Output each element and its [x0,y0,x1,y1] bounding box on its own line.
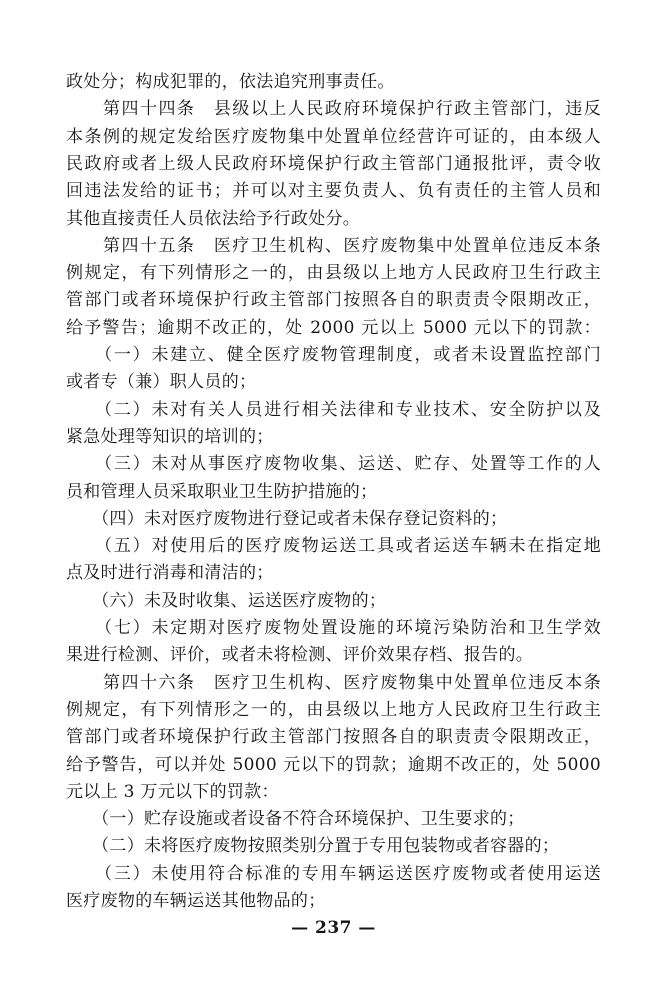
text-line: 第四十五条 医疗卫生机构、医疗废物集中处置单位违反本条 [66,235,601,256]
text-line: 点及时进行消毒和清洁的； [66,563,274,584]
text-line: 民政府或者上级人民政府环境保护行政主管部门通报批评，责令收 [66,153,601,174]
text-line: 管部门或者环境保护行政主管部门按照各自的职责责令限期改正， [66,727,601,748]
text-line: 回违法发给的证书；并可以对主要负责人、负有责任的主管人员和 [66,181,601,202]
text-line: 紧急处理等知识的培训的； [66,426,274,447]
text-line: 例规定，有下列情形之一的，由县级以上地方人民政府卫生行政主 [66,699,601,720]
text-line: （四）未对医疗废物进行登记或者未保存登记资料的； [66,508,508,529]
text-line: （一）未建立、健全医疗废物管理制度，或者未设置监控部门 [66,345,601,365]
text-line: （一）贮存设施或者设备不符合环境保护、卫生要求的； [66,809,525,830]
text-line: （六）未及时收集、运送医疗废物的； [66,590,387,611]
text-line: 管部门或者环境保护行政主管部门按照各自的职责责令限期改正， [66,290,601,311]
text-line: 员和管理人员采取职业卫生防护措施的； [66,481,378,502]
text-line: 政处分；构成犯罪的，依法追究刑事责任。 [66,72,395,92]
text-line: 第四十六条 医疗卫生机构、医疗废物集中处置单位违反本条 [66,672,601,693]
text-line: （三）未对从事医疗废物收集、运送、贮存、处置等工作的人 [66,454,601,475]
text-line: 例规定，有下列情形之一的，由县级以上地方人民政府卫生行政主 [66,263,601,284]
text-line: 医疗废物的车辆运送其他物品的； [66,891,326,911]
text-line: 元以上 3 万元以下的罚款： [66,781,279,802]
text-line: （二）未将医疗废物按照类别分置于专用包装物或者容器的； [66,836,560,857]
text-line: （二）未对有关人员进行相关法律和专业技术、安全防护以及 [66,399,601,420]
text-line: 果进行检测、评价，或者未将检测、评价效果存档、报告的。 [66,645,534,666]
page-number: — 237 — [291,918,376,938]
text-line: 或者专（兼）职人员的； [66,372,257,393]
text-line: 本条例的规定发给医疗废物集中处置单位经营许可证的，由本级人 [66,126,601,147]
text-line: 给予警告，可以并处 5000 元以下的罚款；逾期不改正的，处 5000 [66,754,601,775]
text-line: （三）未使用符合标准的专用车辆运送医疗废物或者使用运送 [66,863,601,884]
text-line: （七）未定期对医疗废物处置设施的环境污染防治和卫生学效 [66,618,601,638]
text-line: 第四十四条 县级以上人民政府环境保护行政主管部门，违反 [66,99,601,120]
text-line: 其他直接责任人员依法给予行政处分。 [66,208,361,229]
text-line: （五）对使用后的医疗废物运送工具或者运送车辆未在指定地 [66,536,601,557]
text-line: 给予警告；逾期不改正的，处 2000 元以上 5000 元以下的罚款： [66,317,601,338]
